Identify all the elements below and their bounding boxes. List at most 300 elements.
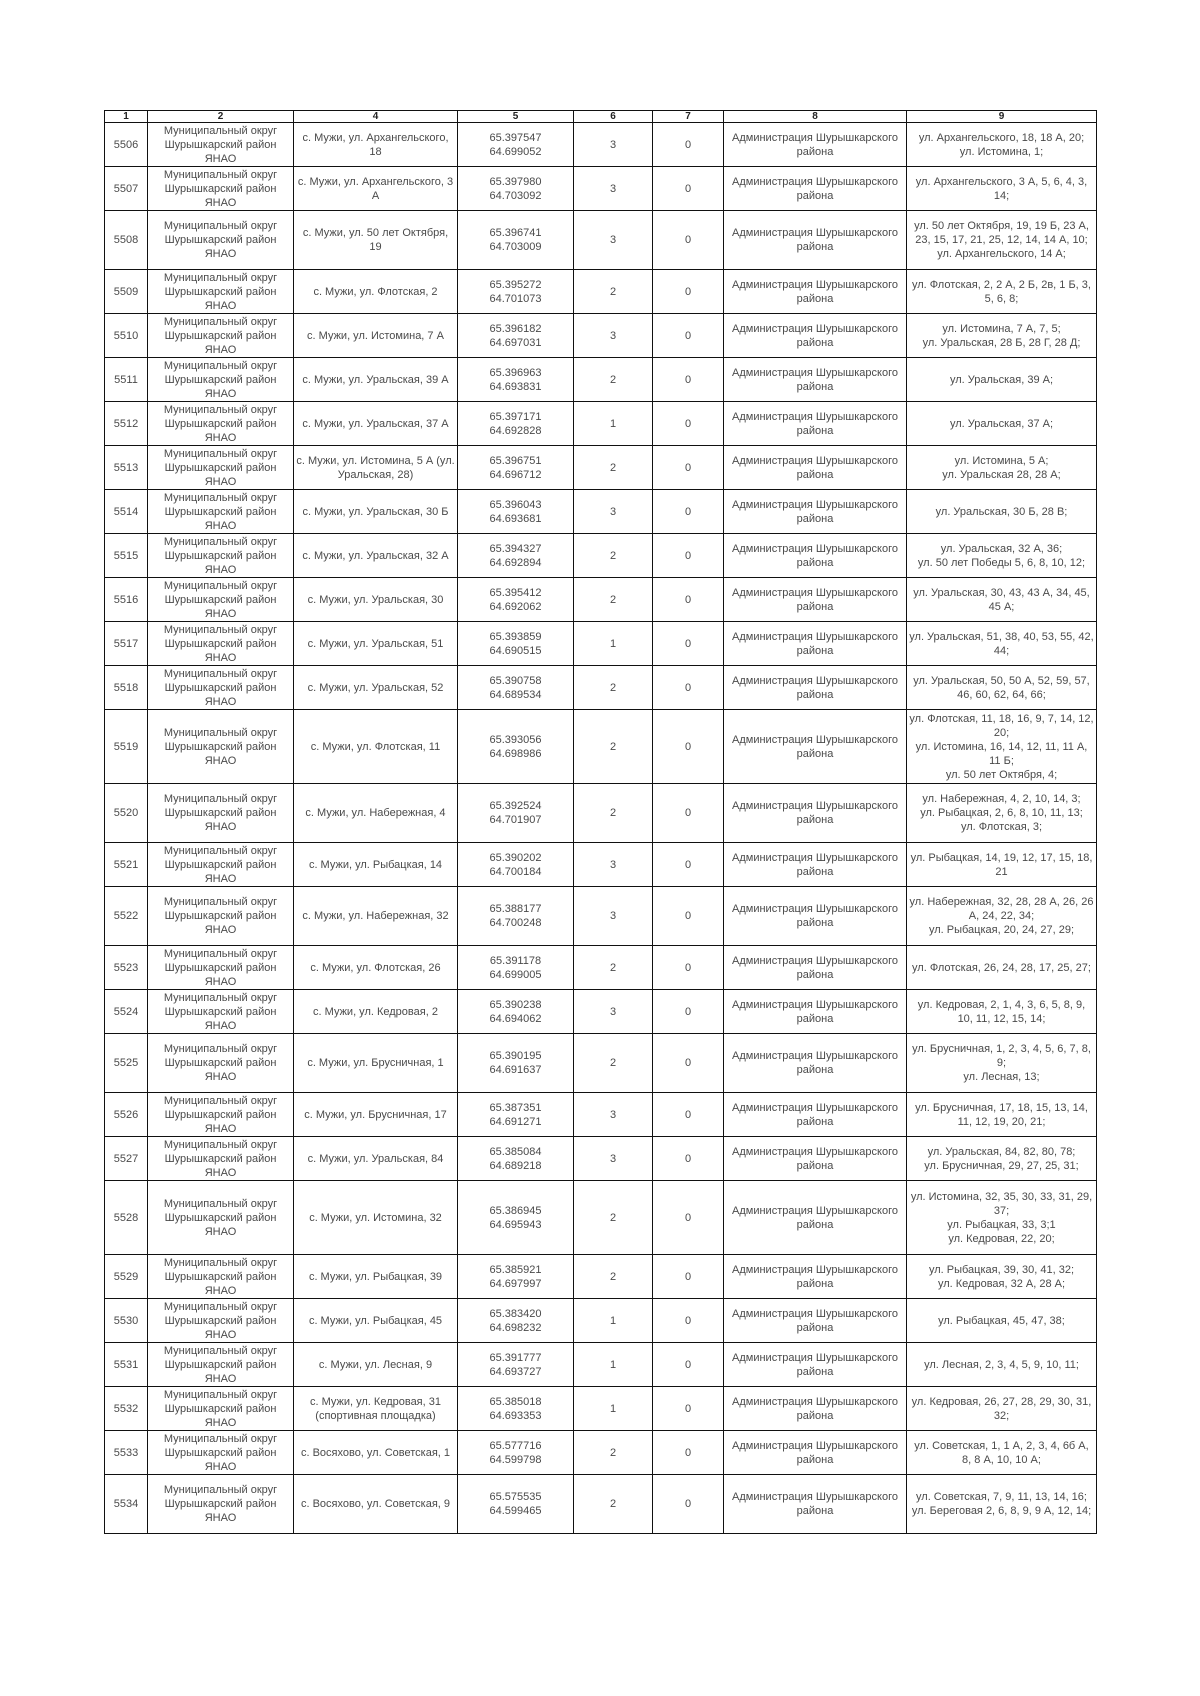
owner-cell: Администрация Шурышкарского района: [724, 534, 907, 578]
served-address-line: ул. Уральская, 51, 38, 40, 53, 55, 42, 44;: [909, 630, 1094, 657]
address-cell: с. Мужи, ул. Набережная, 32: [294, 887, 458, 946]
district-cell: Муниципальный округ Шурышкарский район ЯНАО: [148, 1299, 294, 1343]
served-addresses-cell: [907, 946, 1097, 990]
served-addresses-cell: [907, 490, 1097, 534]
coordinates-cell: [458, 211, 574, 270]
coordinates-cell: [458, 1299, 574, 1343]
address-cell: с. Мужи, ул. Уральская, 30 Б: [294, 490, 458, 534]
served-address-line: ул. Уральская, 37 А;: [949, 417, 1054, 430]
served-addresses-cell: [907, 1034, 1097, 1093]
coordinate-value: 64.690515: [489, 644, 542, 657]
address-cell: с. Мужи, ул. Уральская, 32 А: [294, 534, 458, 578]
owner-cell: Администрация Шурышкарского района: [724, 784, 907, 843]
owner-cell: Администрация Шурышкарского района: [724, 1093, 907, 1137]
coordinates-cell: [458, 1387, 574, 1431]
column-7-value: 0: [653, 578, 724, 622]
coordinate-value: 65.396741: [489, 227, 542, 239]
column-7-value: 0: [653, 358, 724, 402]
row-number: 5524: [105, 990, 148, 1034]
column-7-value: 0: [653, 167, 724, 211]
district-cell: Муниципальный округ Шурышкарский район ЯНАО: [148, 167, 294, 211]
address-cell: с. Мужи, ул. Кедровая, 31 (спортивная площадка): [294, 1387, 458, 1431]
served-address-line: ул. Уральская, 30 Б, 28 В;: [935, 505, 1068, 518]
table-row: [105, 123, 1097, 167]
coordinate-value: 65.395412: [489, 586, 542, 599]
column-6-value: 2: [574, 1034, 653, 1093]
column-6-value: 2: [574, 578, 653, 622]
address-cell: с. Мужи, ул. Истомина, 5 А (ул. Уральская, 28): [294, 446, 458, 490]
owner-cell: Администрация Шурышкарского района: [724, 1181, 907, 1255]
column-6-value: 2: [574, 784, 653, 843]
owner-cell: Администрация Шурышкарского района: [724, 167, 907, 211]
coordinates-cell: [458, 1255, 574, 1299]
coordinate-value: 64.693681: [489, 512, 542, 525]
header-cell: 6: [574, 111, 653, 123]
district-cell: Муниципальный округ Шурышкарский район ЯНАО: [148, 1093, 294, 1137]
served-address-line: ул. 50 лет Октября, 4;: [945, 768, 1058, 781]
served-address-line: ул. Флотская, 2, 2 А, 2 Б, 2в, 1 Б, 3, 5, 6, 8;: [912, 278, 1091, 305]
served-address-line: ул. Истомина, 7 А, 7, 5;: [942, 322, 1061, 335]
column-7-value: 0: [653, 710, 724, 784]
address-cell: с. Мужи, ул. Флотская, 11: [294, 710, 458, 784]
coordinate-value: 65.386945: [489, 1204, 542, 1217]
column-7-value: 0: [653, 990, 724, 1034]
coordinate-value: 65.385084: [489, 1145, 542, 1158]
district-cell: Муниципальный округ Шурышкарский район ЯНАО: [148, 402, 294, 446]
column-6-value: 2: [574, 270, 653, 314]
district-cell: Муниципальный округ Шурышкарский район ЯНАО: [148, 710, 294, 784]
table-row: [105, 1343, 1097, 1387]
table-row: [105, 1137, 1097, 1181]
address-cell: с. Мужи, ул. Уральская, 39 А: [294, 358, 458, 402]
table-row: [105, 1034, 1097, 1093]
row-number: 5534: [105, 1475, 148, 1534]
coordinates-cell: [458, 784, 574, 843]
coordinates-cell: [458, 622, 574, 666]
district-cell: Муниципальный округ Шурышкарский район ЯНАО: [148, 1431, 294, 1475]
coordinate-value: 65.391777: [489, 1351, 542, 1364]
row-number: 5519: [105, 710, 148, 784]
coordinates-cell: [458, 578, 574, 622]
served-address-line: ул. Рыбацкая, 2, 6, 8, 10, 11, 13;: [920, 807, 1083, 819]
served-addresses-cell: [907, 666, 1097, 710]
column-6-value: 2: [574, 534, 653, 578]
served-address-line: ул. 50 лет Октября, 19, 19 Б, 23 А, 23, 15, 17, 21, 25, 12, 14, 14 А, 10;: [914, 220, 1089, 246]
column-7-value: 0: [653, 1387, 724, 1431]
served-address-line: ул. Уральская, 39 А;: [949, 373, 1054, 386]
served-addresses-cell: [907, 990, 1097, 1034]
served-address-line: ул. Истомина, 5 А;: [954, 454, 1049, 467]
served-addresses-cell: [907, 578, 1097, 622]
served-address-line: ул. Брусничная, 1, 2, 3, 4, 5, 6, 7, 8, 9;: [912, 1043, 1091, 1069]
coordinate-value: 64.689534: [489, 688, 542, 701]
coordinates-cell: [458, 446, 574, 490]
served-addresses-cell: [907, 843, 1097, 887]
coordinates-cell: [458, 1137, 574, 1181]
column-6-value: 3: [574, 314, 653, 358]
served-addresses-cell: [907, 887, 1097, 946]
row-number: 5520: [105, 784, 148, 843]
coordinate-value: 65.390238: [489, 998, 542, 1011]
coordinate-value: 65.394327: [489, 542, 542, 555]
served-address-line: ул. Уральская, 30, 43, 43 А, 34, 45, 45 А;: [913, 586, 1090, 613]
address-cell: с. Мужи, ул. Уральская, 84: [294, 1137, 458, 1181]
row-number: 5533: [105, 1431, 148, 1475]
owner-cell: Администрация Шурышкарского района: [724, 211, 907, 270]
coordinates-cell: [458, 843, 574, 887]
table-row: [105, 490, 1097, 534]
coordinate-value: 65.385921: [489, 1263, 542, 1276]
row-number: 5526: [105, 1093, 148, 1137]
column-7-value: 0: [653, 534, 724, 578]
served-address-line: ул. Советская, 1, 1 А, 2, 3, 4, 6б А, 8, 8 А, 10, 10 А;: [914, 1439, 1089, 1466]
table-row: [105, 211, 1097, 270]
served-address-line: ул. Береговая 2, 6, 8, 9, 9 А, 12, 14;: [911, 1505, 1092, 1517]
coordinate-value: 65.397980: [489, 175, 542, 188]
address-cell: с. Восяхово, ул. Советская, 9: [294, 1475, 458, 1534]
owner-cell: Администрация Шурышкарского района: [724, 622, 907, 666]
column-6-value: 2: [574, 1431, 653, 1475]
coordinates-cell: [458, 314, 574, 358]
served-address-line: ул. Брусничная, 29, 27, 25, 31;: [924, 1159, 1079, 1172]
coordinate-value: 65.390758: [489, 674, 542, 687]
district-cell: Муниципальный округ Шурышкарский район ЯНАО: [148, 358, 294, 402]
column-7-value: 0: [653, 1475, 724, 1534]
column-7-value: 0: [653, 211, 724, 270]
coordinates-cell: [458, 710, 574, 784]
coordinates-cell: [458, 990, 574, 1034]
served-address-line: ул. Архангельского, 18, 18 А, 20;: [918, 131, 1085, 144]
coordinate-value: 64.696712: [489, 468, 542, 481]
table-row: [105, 710, 1097, 784]
owner-cell: Администрация Шурышкарского района: [724, 490, 907, 534]
served-address-line: ул. Набережная, 4, 2, 10, 14, 3;: [922, 793, 1081, 805]
column-6-value: 1: [574, 402, 653, 446]
district-cell: Муниципальный округ Шурышкарский район ЯНАО: [148, 1475, 294, 1534]
address-cell: с. Мужи, ул. Уральская, 37 А: [294, 402, 458, 446]
coordinate-value: 65.396963: [489, 366, 542, 379]
coordinate-value: 65.390195: [489, 1050, 542, 1062]
coordinate-value: 64.700248: [489, 917, 542, 929]
table-row: [105, 1255, 1097, 1299]
served-address-line: ул. Архангельского, 3 А, 5, 6, 4, 3, 14;: [915, 175, 1088, 202]
column-7-value: 0: [653, 1299, 724, 1343]
coordinates-cell: [458, 167, 574, 211]
coordinate-value: 64.697031: [489, 336, 542, 349]
district-cell: Муниципальный округ Шурышкарский район ЯНАО: [148, 887, 294, 946]
coordinate-value: 65.392524: [489, 800, 542, 812]
column-6-value: 3: [574, 211, 653, 270]
coordinates-cell: [458, 402, 574, 446]
district-cell: Муниципальный округ Шурышкарский район ЯНАО: [148, 990, 294, 1034]
column-7-value: 0: [653, 490, 724, 534]
coordinate-value: 64.693831: [489, 380, 542, 393]
row-number: 5515: [105, 534, 148, 578]
served-address-line: ул. Уральская, 50, 50 А, 52, 59, 57, 46, 60, 62, 64, 66;: [913, 674, 1090, 701]
served-addresses-cell: [907, 211, 1097, 270]
served-address-line: ул. Флотская, 3;: [960, 821, 1043, 833]
row-number: 5518: [105, 666, 148, 710]
served-address-line: ул. Кедровая, 26, 27, 28, 29, 30, 31, 32;: [911, 1395, 1092, 1422]
table-body: [105, 123, 1097, 1534]
column-6-value: 1: [574, 1343, 653, 1387]
district-cell: Муниципальный округ Шурышкарский район ЯНАО: [148, 666, 294, 710]
served-addresses-cell: [907, 167, 1097, 211]
header-cell: 4: [294, 111, 458, 123]
coordinates-cell: [458, 666, 574, 710]
coordinate-value: 65.387351: [489, 1101, 542, 1114]
owner-cell: Администрация Шурышкарского района: [724, 270, 907, 314]
coordinate-value: 64.703092: [489, 189, 542, 202]
column-7-value: 0: [653, 887, 724, 946]
column-6-value: 3: [574, 167, 653, 211]
table-row: [105, 946, 1097, 990]
district-cell: Муниципальный округ Шурышкарский район ЯНАО: [148, 211, 294, 270]
table-row: [105, 358, 1097, 402]
served-addresses-cell: [907, 446, 1097, 490]
column-7-value: 0: [653, 1343, 724, 1387]
row-number: 5529: [105, 1255, 148, 1299]
served-address-line: ул. Рыбацкая, 39, 30, 41, 32;: [928, 1263, 1075, 1276]
coordinates-cell: [458, 887, 574, 946]
column-6-value: 2: [574, 946, 653, 990]
district-cell: Муниципальный округ Шурышкарский район ЯНАО: [148, 1181, 294, 1255]
row-number: 5508: [105, 211, 148, 270]
address-cell: с. Восяхово, ул. Советская, 1: [294, 1431, 458, 1475]
coordinate-value: 65.395272: [489, 278, 542, 291]
district-cell: Муниципальный округ Шурышкарский район ЯНАО: [148, 534, 294, 578]
address-cell: с. Мужи, ул. Брусничная, 1: [294, 1034, 458, 1093]
owner-cell: Администрация Шурышкарского района: [724, 314, 907, 358]
column-7-value: 0: [653, 314, 724, 358]
owner-cell: Администрация Шурышкарского района: [724, 1137, 907, 1181]
served-addresses-cell: [907, 402, 1097, 446]
coordinates-cell: [458, 1431, 574, 1475]
owner-cell: Администрация Шурышкарского района: [724, 666, 907, 710]
row-number: 5513: [105, 446, 148, 490]
address-cell: с. Мужи, ул. Набережная, 4: [294, 784, 458, 843]
served-address-line: ул. Уральская 28, 28 А;: [942, 468, 1061, 481]
coordinate-value: 65.396182: [489, 322, 542, 335]
served-address-line: ул. Флотская, 11, 18, 16, 9, 7, 14, 12, 20;: [909, 712, 1094, 739]
coordinates-cell: [458, 1181, 574, 1255]
row-number: 5511: [105, 358, 148, 402]
owner-cell: Администрация Шурышкарского района: [724, 1034, 907, 1093]
coordinate-value: 65.396751: [489, 454, 542, 467]
served-addresses-cell: [907, 123, 1097, 167]
column-7-value: 0: [653, 1034, 724, 1093]
row-number: 5514: [105, 490, 148, 534]
coordinate-value: 65.391178: [489, 954, 542, 967]
district-cell: Муниципальный округ Шурышкарский район ЯНАО: [148, 784, 294, 843]
table-row: [105, 1431, 1097, 1475]
coordinate-value: 64.599798: [489, 1453, 542, 1466]
coordinate-value: 64.701073: [489, 292, 542, 305]
row-number: 5516: [105, 578, 148, 622]
table-row: [105, 270, 1097, 314]
coordinate-value: 64.599465: [489, 1505, 542, 1517]
served-address-line: ул. Рыбацкая, 45, 47, 38;: [938, 1314, 1065, 1327]
owner-cell: Администрация Шурышкарского района: [724, 1387, 907, 1431]
district-cell: Муниципальный округ Шурышкарский район ЯНАО: [148, 490, 294, 534]
district-cell: Муниципальный округ Шурышкарский район ЯНАО: [148, 314, 294, 358]
served-address-line: ул. Кедровая, 2, 1, 4, 3, 6, 5, 8, 9, 10, 11, 12, 15, 14;: [917, 998, 1086, 1025]
served-addresses-cell: [907, 1343, 1097, 1387]
table-row: [105, 446, 1097, 490]
owner-cell: Администрация Шурышкарского района: [724, 1299, 907, 1343]
column-7-value: 0: [653, 270, 724, 314]
column-6-value: 2: [574, 446, 653, 490]
served-addresses-cell: [907, 534, 1097, 578]
coordinate-value: 64.701907: [489, 814, 542, 826]
address-cell: с. Мужи, ул. Брусничная, 17: [294, 1093, 458, 1137]
coordinate-value: 65.397547: [489, 131, 542, 144]
served-address-line: ул. Лесная, 2, 3, 4, 5, 9, 10, 11;: [924, 1358, 1079, 1371]
column-6-value: 3: [574, 123, 653, 167]
column-7-value: 0: [653, 622, 724, 666]
coordinates-cell: [458, 358, 574, 402]
row-number: 5522: [105, 887, 148, 946]
coordinate-value: 65.390202: [489, 851, 542, 864]
column-6-value: 1: [574, 622, 653, 666]
coordinate-value: 64.703009: [489, 241, 542, 253]
row-number: 5528: [105, 1181, 148, 1255]
column-6-value: 2: [574, 1181, 653, 1255]
owner-cell: Администрация Шурышкарского района: [724, 402, 907, 446]
column-6-value: 1: [574, 1387, 653, 1431]
table-row: [105, 887, 1097, 946]
header-cell: 2: [148, 111, 294, 123]
district-cell: Муниципальный округ Шурышкарский район ЯНАО: [148, 270, 294, 314]
served-address-line: ул. Рыбацкая, 33, 3;1: [947, 1218, 1056, 1231]
coordinate-value: 65.393056: [489, 733, 542, 746]
served-address-line: ул. Кедровая, 22, 20;: [948, 1232, 1055, 1245]
coordinate-value: 64.699052: [489, 145, 542, 158]
served-addresses-cell: [907, 358, 1097, 402]
owner-cell: Администрация Шурышкарского района: [724, 446, 907, 490]
address-cell: с. Мужи, ул. Рыбацкая, 39: [294, 1255, 458, 1299]
coordinate-value: 64.693353: [489, 1409, 542, 1422]
district-cell: Муниципальный округ Шурышкарский район ЯНАО: [148, 1387, 294, 1431]
coordinate-value: 64.693727: [489, 1365, 542, 1378]
column-6-value: 3: [574, 990, 653, 1034]
column-6-value: 3: [574, 1137, 653, 1181]
coordinate-value: 65.577716: [489, 1439, 542, 1452]
address-cell: с. Мужи, ул. Рыбацкая, 45: [294, 1299, 458, 1343]
served-addresses-cell: [907, 270, 1097, 314]
column-6-value: 3: [574, 843, 653, 887]
row-number: 5509: [105, 270, 148, 314]
coordinate-value: 64.698232: [489, 1321, 542, 1334]
owner-cell: Администрация Шурышкарского района: [724, 1255, 907, 1299]
row-number: 5521: [105, 843, 148, 887]
coordinates-cell: [458, 490, 574, 534]
owner-cell: Администрация Шурышкарского района: [724, 946, 907, 990]
address-cell: с. Мужи, ул. Лесная, 9: [294, 1343, 458, 1387]
district-cell: Муниципальный округ Шурышкарский район ЯНАО: [148, 578, 294, 622]
address-cell: с. Мужи, ул. Архангельского, 3 А: [294, 167, 458, 211]
address-cell: с. Мужи, ул. Уральская, 30: [294, 578, 458, 622]
column-7-value: 0: [653, 666, 724, 710]
row-number: 5532: [105, 1387, 148, 1431]
table-row: [105, 843, 1097, 887]
owner-cell: Администрация Шурышкарского района: [724, 578, 907, 622]
served-addresses-cell: [907, 1181, 1097, 1255]
district-cell: Муниципальный округ Шурышкарский район ЯНАО: [148, 946, 294, 990]
served-address-line: ул. Истомина, 32, 35, 30, 33, 31, 29, 37;: [910, 1190, 1093, 1217]
coordinates-cell: [458, 1475, 574, 1534]
column-7-value: 0: [653, 946, 724, 990]
table-row: [105, 167, 1097, 211]
coordinate-value: 64.700184: [489, 865, 542, 878]
table-row: [105, 784, 1097, 843]
served-address-line: ул. Архангельского, 14 А;: [937, 248, 1066, 260]
coordinates-cell: [458, 946, 574, 990]
header-cell: 1: [105, 111, 148, 123]
column-6-value: 2: [574, 710, 653, 784]
table-row: [105, 990, 1097, 1034]
served-address-line: ул. Уральская, 84, 82, 80, 78;: [927, 1145, 1076, 1158]
served-address-line: ул. Рыбацкая, 20, 24, 27, 29;: [928, 924, 1075, 936]
coordinate-value: 64.691271: [489, 1115, 542, 1128]
coordinates-cell: [458, 1343, 574, 1387]
served-addresses-cell: [907, 1093, 1097, 1137]
header-cell: 9: [907, 111, 1097, 123]
district-cell: Муниципальный округ Шурышкарский район ЯНАО: [148, 1255, 294, 1299]
column-6-value: 1: [574, 1299, 653, 1343]
column-6-value: 2: [574, 358, 653, 402]
served-address-line: ул. Истомина, 1;: [959, 145, 1044, 158]
served-address-line: ул. Брусничная, 17, 18, 15, 13, 14, 11, 12, 19, 20, 21;: [915, 1101, 1088, 1128]
coordinate-value: 65.383420: [489, 1307, 542, 1320]
coordinate-value: 64.698986: [489, 747, 542, 760]
served-address-line: ул. Набережная, 32, 28, 28 А, 26, 26 А, 24, 22, 34;: [909, 896, 1094, 922]
address-cell: с. Мужи, ул. Флотская, 2: [294, 270, 458, 314]
served-addresses-cell: [907, 1299, 1097, 1343]
table-row: [105, 314, 1097, 358]
district-cell: Муниципальный округ Шурышкарский район ЯНАО: [148, 1137, 294, 1181]
address-cell: с. Мужи, ул. Уральская, 52: [294, 666, 458, 710]
served-address-line: ул. Уральская, 28 Б, 28 Г, 28 Д;: [922, 336, 1081, 349]
coordinate-value: 64.699005: [489, 968, 542, 981]
served-addresses-cell: [907, 1255, 1097, 1299]
column-7-value: 0: [653, 1181, 724, 1255]
row-number: 5527: [105, 1137, 148, 1181]
address-cell: с. Мужи, ул. Истомина, 32: [294, 1181, 458, 1255]
coordinate-value: 64.691637: [489, 1064, 542, 1076]
served-address-line: ул. Советская, 7, 9, 11, 13, 14, 16;: [916, 1491, 1087, 1503]
coordinate-value: 64.692894: [489, 556, 542, 569]
coordinates-cell: [458, 1034, 574, 1093]
table-row: [105, 578, 1097, 622]
served-address-line: ул. Истомина, 16, 14, 12, 11, 11 А, 11 Б;: [915, 740, 1088, 767]
column-6-value: 3: [574, 490, 653, 534]
owner-cell: Администрация Шурышкарского района: [724, 990, 907, 1034]
owner-cell: Администрация Шурышкарского района: [724, 358, 907, 402]
owner-cell: Администрация Шурышкарского района: [724, 710, 907, 784]
row-number: 5510: [105, 314, 148, 358]
column-7-value: 0: [653, 1093, 724, 1137]
owner-cell: Администрация Шурышкарского района: [724, 1431, 907, 1475]
header-cell: 8: [724, 111, 907, 123]
served-address-line: ул. Кедровая, 32 А, 28 А;: [937, 1277, 1066, 1290]
table-row: [105, 1387, 1097, 1431]
coordinates-cell: [458, 534, 574, 578]
address-cell: с. Мужи, ул. Рыбацкая, 14: [294, 843, 458, 887]
row-number: 5531: [105, 1343, 148, 1387]
column-7-value: 0: [653, 1255, 724, 1299]
coordinate-value: 64.689218: [489, 1159, 542, 1172]
